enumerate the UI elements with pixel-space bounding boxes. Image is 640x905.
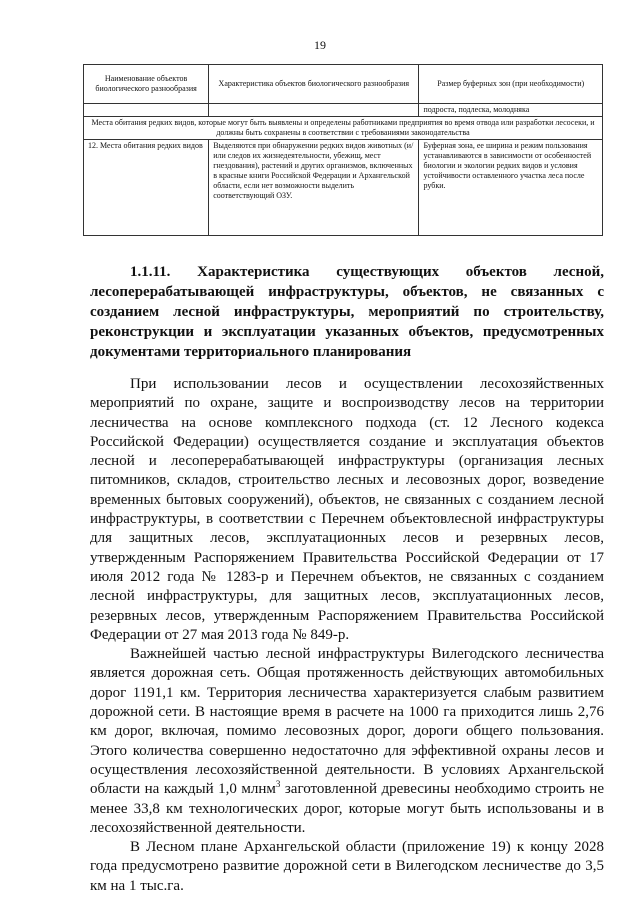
table-header-cell: Характеристика объектов биологического разнообразия — [209, 65, 419, 104]
biodiversity-table — [83, 64, 603, 236]
table-row — [84, 140, 603, 236]
section-heading — [90, 262, 604, 362]
table-header-row — [84, 65, 603, 104]
section-title: Характеристика существующих объектов лесной, лесоперерабатывающей инфраструктуры, объектов, не связанных с созданием лесной инфраструктуры, мероприятий по строительству, реконструкции и эксплуатации указанных объектов, предусмотренных документами территориального планирования — [90, 264, 605, 360]
superscript: 3 — [275, 779, 281, 790]
paragraph — [90, 645, 604, 838]
paragraph — [90, 838, 604, 896]
body-text — [90, 375, 604, 896]
paragraph-text: При использовании лесов и осуществлении лесохозяйственных мероприятий по охране, защите и воспроизводству лесов на территории лесничества на основе комплексного подхода (ст. 12 Лесного кодекса Российской Федерации) осуществляется создание и эксплуатация объектов лесной и лесоперерабатывающей инфраструктуры (организация лесных питомников, складов, строительство лесных и лесовозных дорог, возведение временных бытовых сооружений), объектов, не связанных с созданием лесной инфраструктуры, в соответствии с Перечнем объектовлесной инфраструктуры для защитных лесов, эксплуатационных лесов и резервных лесов, утвержденным Распоряжением Правительства Российской Федерации от 17 июля 2012 года № 1283-р и Перечнем объектов, не связанных с созданием лесной инфраструктуры, для защитных лесов, эксплуатационных лесов, резервных лесов, утвержденным Распоряжением Правительства Российской Федерации от 27 мая 2013 года № 849-р. — [90, 376, 604, 643]
table-cell — [209, 104, 419, 117]
section-number: 1.1.11. — [130, 264, 171, 280]
table-row — [84, 117, 603, 140]
table-header-cell: Наименование объектов биологического разнообразия — [84, 65, 209, 104]
table-cell: Буферная зона, ее ширина и режим пользования устанавливаются в зависимости от особенностей биологии и экологии редких видов и условия устойчивости оставленного участка леса после рубки. — [419, 140, 603, 236]
table-merged-cell: Места обитания редких видов, которые могут быть выявлены и определены работниками предприятия во время отвода или разработки лесосеки, и должны быть сохранены в соответствии с требованиями законодательства — [84, 117, 603, 140]
paragraph-text: В Лесном плане Архангельской области (приложение 19) к концу 2028 года предусмотрено развитие дорожной сети в Вилегодском лесничестве до 3,5 км на 1 тыс.га. — [90, 839, 604, 894]
paragraph — [90, 375, 604, 645]
table-cell — [84, 104, 209, 117]
paragraph-text: Важнейшей частью лесной инфраструктуры Вилегодского лесничества является дорожная сеть. Общая протяженность действующих автомобильных дорог 1191,1 км. Территория лесничества характеризуется слабым развитием дорожной сети. В настоящие время в расчете на 1000 га приходится лишь 2,76 км дорог, включая, помимо лесовозных дорог, дороги общего пользования. Этого количества совершенно недостаточно для эффективной охраны лесов и осуществления лесохозяйственной деятельности. В условиях Архангельской области на каждый 1,0 млнм — [90, 646, 604, 798]
table-row — [84, 104, 603, 117]
table-cell: 12. Места обитания редких видов — [84, 140, 209, 236]
table-cell: подроста, подлеска, молодняка — [419, 104, 603, 117]
table-cell: Выделяются при обнаружении редких видов животных (и/или следов их жизнедеятельности, убежищ, мест гнездования), растений и других организмов, включенных в красные книги Российской Федерации и Архангельской области, если нет возможности выделить соответствующий ОЗУ. — [209, 140, 419, 236]
table-header-cell: Размер буферных зон (при необходимости) — [419, 65, 603, 104]
page-number: 19 — [314, 38, 326, 52]
paragraph-text: заготовленной древесины необходимо строить не менее 33,8 км технологических дорог, которые могут быть использованы и в лесохозяйственной деятельности. — [90, 781, 604, 836]
